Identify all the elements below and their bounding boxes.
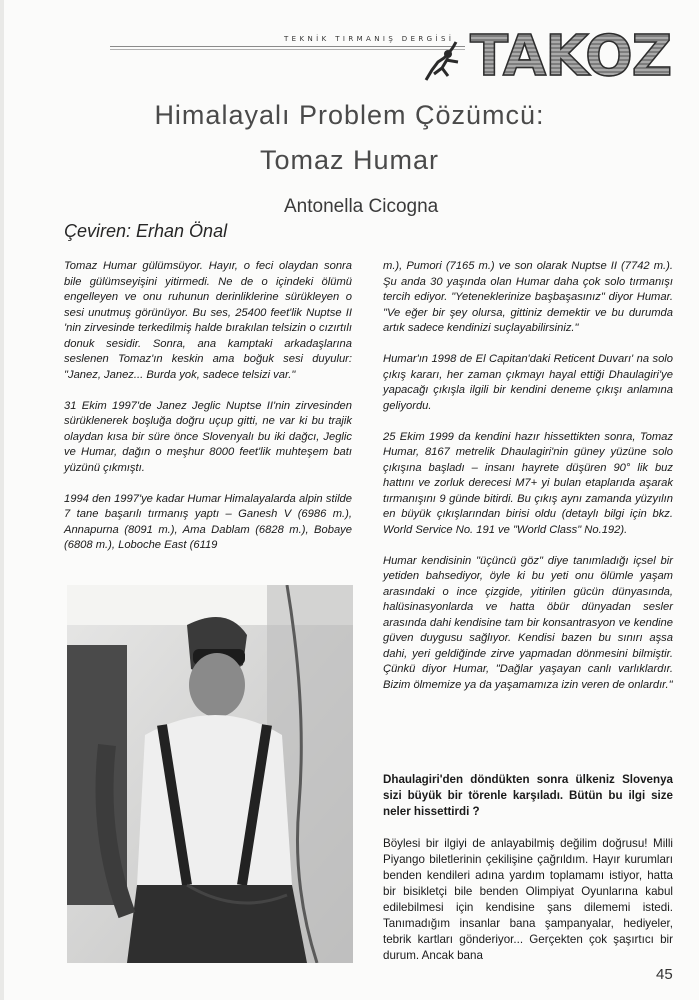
paragraph: 1994 den 1997'ye kadar Humar Himalayalarda alpin stilde 7 tane başarılı tırmanış yaptı – Ganesh V (6986 m.), Annapurna (8091 m.), Ama Dablam (6828 m.), Bobaye (6808 m.), Loboche East (6119 [64, 492, 352, 551]
paragraph: m.), Pumori (7165 m.) ve son olarak Nuptse II (7742 m.). Şu anda 30 yaşında olan Humar daha çok solo tırmanışı tercih ediyor. "Yeteneklerinize başbaşasınız" diyor Humar. "Ve eğer bir şey olursa, gittiniz demektir ve bu durumda artık sadece kendinizi suçlayabilirsiniz." [383, 260, 673, 334]
article-author: Antonella Cicogna [284, 196, 439, 217]
article-title-line1: Himalayalı Problem Çözümcü: [154, 100, 545, 130]
page-number: 45 [656, 966, 673, 983]
interview-answer: Böylesi bir ilgiyi de anlayabilmiş değilim doğrusu! Milli Piyango biletlerinin çekilişine çağrıldım. Hayır kurumları benden kendileri adına yardım toplamamı istiyor, hatta bir bisikletçi bile benden Olimpiyat Oyunlarına kabul edilebilmesi için kendisine şans dilememi istedi. Tanımadığım insanlar bana şampanyalar, hediyeler, tebrik kartları gönderiyor... Gerçekten çok şaşırtıcı bir durum. Ancak bana [383, 837, 673, 962]
climber-icon [418, 40, 472, 86]
paragraph: 31 Ekim 1997'de Janez Jeglic Nuptse II'nin zirvesinden sürüklenerek boşluğa doğru uçup gitti, ne var ki bu trajik olaydan kısa bir süre önce Slovenyalı bu iki dağcı, Jeglic ve Humar, dağın o meşhur 8000 feet'lik muhteşem batı yüzünü çıkmıştı. [64, 399, 352, 474]
masthead-rule [110, 46, 465, 47]
paragraph: Humar kendisinin "üçüncü göz" diye tanımladığı içsel bir yetiden bahsediyor, öyle ki bu yeti onu ölümle yaşam arasındaki o ince çizgide, yitirilen gücün dünyasında, halüsinasyonlarda ve hatta öbür dünyadan sesler arasında dahi kendisine tam bir konsantrasyon ve kendine güven duygusu sağlıyor. Kendisi bazen bu sınırı aşsa dahi, yeri geldiğinde zirve yapmadan dönmesini bilmiştir. Çünkü diyor Humar, "Dağlar yaşayan canlı varlıklardır. Bizim ölmemize ya da yaşamamıza izin veren de onlardır." [383, 554, 673, 691]
paragraph: Humar'ın 1998 de El Capitan'daki Reticent Duvarı' na solo çıkış kararı, her zaman çıkmayı hayal ettiği Dhaulagiri'ye yapacağı çıkışla ilgili bir kendini deneme çıkışı anlamına geliyordu. [383, 353, 673, 412]
climber-photo [67, 585, 353, 963]
interview-section [383, 772, 673, 980]
interview-question: Dhaulagiri'den döndükten sonra ülkeniz Slovenya sizi büyük bir törenle karşıladı. Bütün bu ilgi size neler hissettirdi ? [383, 773, 673, 818]
magazine-subtitle: TEKNİK TIRMANIŞ DERGİSİ [284, 35, 455, 43]
left-column [64, 259, 352, 569]
article-title-line2: Tomaz Humar [259, 145, 440, 175]
paragraph: Tomaz Humar gülümsüyor. Hayır, o feci olaydan sonra bile gülümseyişini yitirmedi. Ne de o içindeki ölümü engelleyen ve onu ruhunun derinliklerine sürükleyen o sesi unutmuş görünüyor. Bu ses, 25400 feet'lik Nuptse II 'nin zirvesinde terkedilmiş halde bırakılan telsizin o cızırtılı donuk sesidir. Sonra, ana kamptaki arkadaşlarına seslenen Tomaz'ın keskin ama boğuk sesi duyulur: "Janez, Janez... Burda yok, sadece telsizi var." [64, 260, 352, 381]
masthead-rule-2 [110, 49, 465, 50]
article-translator: Çeviren: Erhan Önal [64, 221, 228, 241]
right-column [383, 259, 673, 709]
magazine-logo: TAKOZ [470, 24, 672, 89]
paragraph: 25 Ekim 1999 da kendini hazır hissettikten sonra, Tomaz Humar, 8167 metrelik Dhaulagiri'nin güney yüzüne solo çıkışına başladı – insanı hayrete düşüren 90° lik buz hattını ve zorluk derecesi M7+ yi bulan etaplarıda aşarak tırmanışını 9 günde bitirdi. Bu çıkış aynı zamanda yüzyılın en büyük çıkışlarından birisi oldu (detaylı bilgi için bkz. World Service No. 191 ve "World Class" No.192). [383, 430, 673, 536]
